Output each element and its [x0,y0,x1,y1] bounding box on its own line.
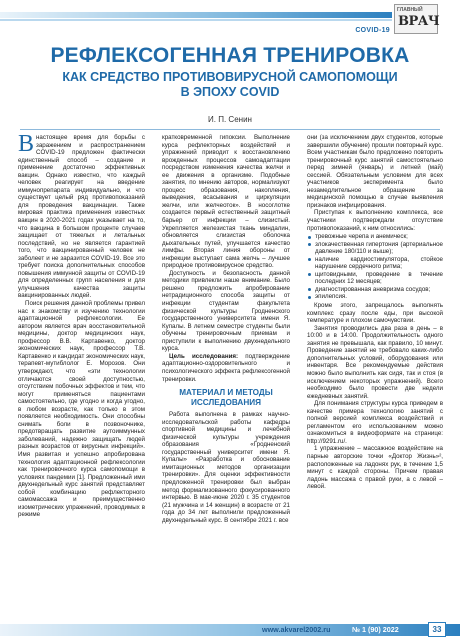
list-item: диагностированная аневризма сосудов; [307,286,443,294]
research-goal-label: Цель исследования: [169,352,239,360]
page-number: 33 [428,622,446,637]
list-item: тревожные черепа и анемическ; [307,233,443,241]
page-footer [0,620,460,642]
article-subtitle [30,70,430,100]
paragraph: кратковременной гипоксии. Выполнение курса рефлекторных воздействий и упражнений приводит к восстановлению врожденных процессов самоадаптации посредством изменения качества желчи и ее движения в организме. Подобные занятия, по мнению авторов, нормализуют процесс образования, накопления, выведения, всасывания и циркуляции желчи, или желчеоток». В носоглотке создается первый естественный защитный барьер от инфекции – слизистый. Укрепляется железистая ткань миндалин, обновляется слизистая оболочка дыхательных путей, улучшается качество лимфы. Вторая линия обороны от инфекции выступает сама желчь – лучшее природное противовирусное средство. [162,134,290,270]
footer-issue-number: № 1 (90) 2022 [352,625,399,634]
header-gradient-strip [0,12,392,18]
logo-main-text: ВРАЧ [398,14,440,29]
paragraph-intro [18,131,145,300]
logo-top-text: ГЛАВНЫЙ [397,7,423,13]
author-divider [20,129,440,130]
paragraph: они (за исключением двух студентов, которые завершили обучение) прошли повторный курс. Всем участникам было предложено повторить тренировочный курс занятий самостоятельно перед зимней (январь) и летней (май) сессией. Обязательным условием для всех участников эксперимента было незамедлительное обращение за медицинской помощью в случае выявления признаков инфицирования. [307,134,443,209]
paragraph: 1 упражнение – массажное воздействие на парные авторские точки «Доктор Жизнь»², расположенные на ладонях рук, в течение 1,5 минут с каждой стороны. Причем правая ладонь массажа с правой руки, а с левой – левой. [307,445,443,491]
paragraph-intro-text: настоящее время для борьбы с заражением и распространением COVID-19 предложен фактически единственный способ – создание и применение достаточно эффективных вакцин. Однако известно, что каждый человек реагирует на введение иммунопрепарата индивидуально, и что существует целый ряд противопоказаний для проведения вакцинации. Также мировая практика применения известных вакцин в 2020-2021 годах указывает на то, что вакцина в большом проценте случаев защищает от тяжелых и летальных последствий, но не является гарантией того, что вакцинированный человек не заболеет и не заразится COVID-19. Все это требует поиска дополнительных способов повышения иммунной защиты от COVID-19 для определенных групп населения и для улучшения качества защиты вакцинированных людей. [18,134,145,300]
article-author: И. П. Сенин [208,115,252,124]
contraindications-list [307,233,443,301]
paragraph: Поиск решения данной проблемы привел нас к знакомству и изучению технологии адаптационной рефлексологии. Ее автором является врач восстановительной медицины, доктор медицинских наук, профессор В.В. Картавенко, доктор экономических наук, профессор Т.В. Картавенко и кандидат экономических наук, терапевт-мутиблолог Е. Морозов. Они утверждают, что «эти технологии отличаются своей доступностью, отсутствием побочных эффектов и тем, что могут применяться пациентами самостоятельно, где угодно и когда угодно, в любом возрасте, как только в этом появляется необходимость. Они способны снимать боли в позвоночнике, предотвращать развитие аутоиммунных заболеваний, надежно защищать людей разных возрастов от вирусных инфекций». Имя развитая и успешно апробирована технология адаптационной рефлексологии как тренировочного курса самопомощи в условиях пандемии [1]. Предложенный ими двухнедельный курс занятий представляет собой комбинацию рефлекторного самомассажа и преимущественно изометрических упражнений, проводимых в режиме [18,300,145,519]
drop-cap: В [18,131,35,157]
research-goal [162,353,290,383]
paragraph: Приступая к выполнению комплекса, все участники подтверждали отсутствие противопоказаний, к ним относились: [307,209,443,232]
page-header [0,0,460,42]
list-item: наличие кардиостимулятора, стойкое нарушение сердечного ритма; [307,256,443,271]
paragraph: Работа выполнена в рамках научно-исследовательской работы кафедры спортивной медицины и лечебной физической культуры учреждения образования «Гродненский государственный университет имени Я. Купалы» «Разработка и обоснование имитационных методов организации тренировки». Для оценки эффективности предложенной тренировки был выбран метод формализованного фокусированного интервью. В мае-июне 2020 г. 35 студентов (21 мужчина и 14 женщин) в возрасте от 21 года до 34 лет выполнили предложенный двухнедельный курс. В сентябре 2021 г. все [162,411,290,524]
list-item: щитовидными, проведение в течение последних 12 месяцев; [307,271,443,286]
paragraph: Для понимания структуры курса приведем в качестве примера технологию занятий с полной версией комплекса воздействий и регламентом его использованием можно ознакомиться в видеоформате на странице: http://9291.ru/. [307,400,443,445]
text-column-1 [18,131,145,519]
subtitle-line-2: В ЭПОХУ COVID [180,85,280,99]
journal-logo [394,4,438,34]
header-thin-strip [0,19,392,21]
list-item: эпилепсия. [307,293,443,301]
section-heading-methods: МАТЕРИАЛ И МЕТОДЫ ИССЛЕДОВАНИЯ [179,388,273,407]
article-title: РЕФЛЕКСОГЕННАЯ ТРЕНИРОВКА [50,44,410,67]
paragraph: Доступность и безопасность данной методики привлекли наше внимание. Было решено предложить апробирование нетрадиционного способа защиты от инфекции студентам факультета физической культуры Гродненского государственного университета имени Я. Купалы. В летнем семестре студенты были обучены тренировочным приемам и приступили к выполнению двухнедельного курса. [162,269,290,353]
subtitle-line-1: КАК СРЕДСТВО ПРОТИВОВИРУСНОЙ САМОПОМОЩИ [62,70,398,84]
paragraph: Кроме этого, запрещалось выполнять комплекс сразу после еды, при высокой температуре и плохом самочувствии. [307,302,443,325]
list-item: злокачественная гипертония (артериальное давление 180/110 и выше); [307,241,443,256]
research-goal-text: подтверждение адаптационно-оздоровительного и психологического эффекта рефлексогенной тренировки. [162,352,290,383]
paragraph: Занятия проводились два раза в день – в 10:00 и в 14:00. Продолжительность одного занятия не превышала, как правило, 10 минут. Проведение занятий не требовало каких-либо дополнительных условий, оборудования или инвентаря. Все рекомендуемые действия можно было выполнить как сидя, так и стоя (в исключением некоторых упражнений). Всего необходимо было провести две недели ежедневных занятий. [307,324,443,400]
footer-website-link[interactable]: www.akvarel2002.ru [262,625,331,634]
text-column-3 [307,134,443,491]
section-tag: COVID-19 [355,27,390,34]
text-column-2 [162,134,290,524]
